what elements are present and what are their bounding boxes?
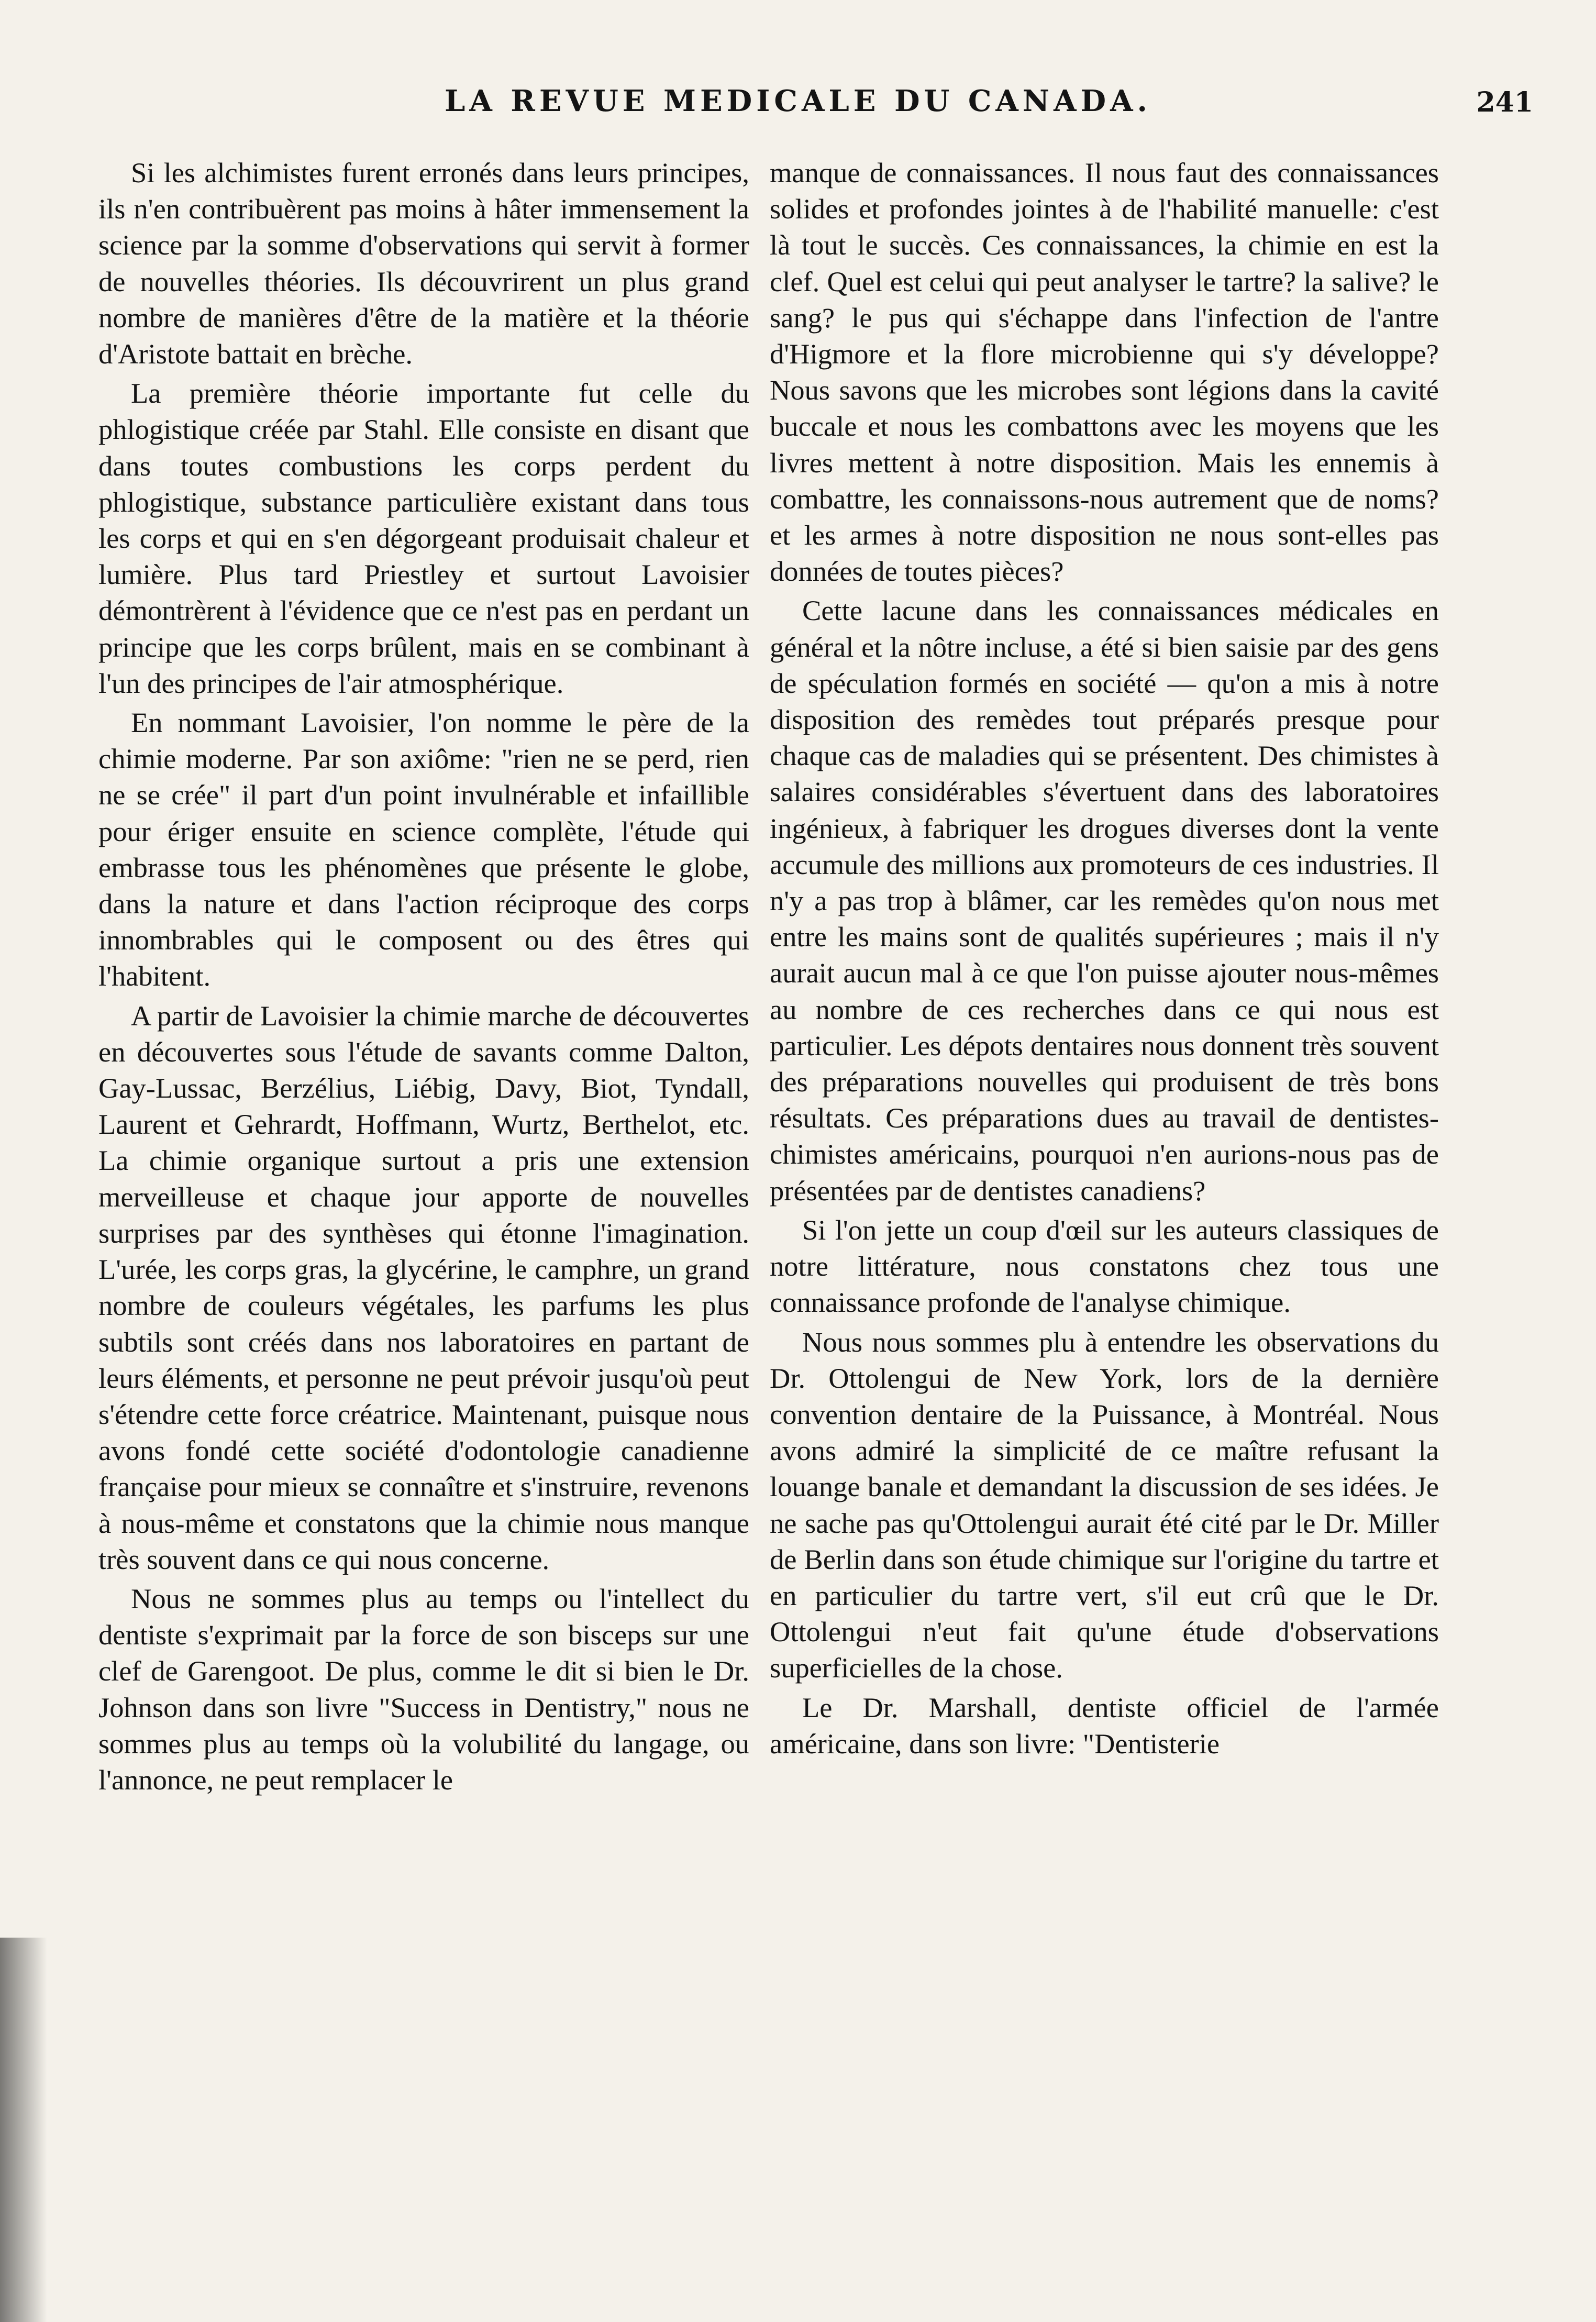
paragraph: Si les alchimistes furent erronés dans leurs principes, ils n'en contribuèrent pas moins à hâter immensement la science par la somme d'observations qui servit à former de nouvelles théories. Ils découvrirent un plus grand nombre de manières d'être de la matière et la théorie d'Aristote battait en brèche.	[98, 157, 749, 370]
left-column	[98, 154, 749, 1798]
running-header: LA REVUE MEDICALE DU CANADA.	[444, 84, 1152, 118]
paragraph: La première théorie importante fut celle du phlogistique créée par Stahl. Elle consiste en disant que dans toutes combustions les corps perdent du phlogistique, substance particulière existant dans tous les corps et qui en s'en dégorgeant produisait chaleur et lumière. Plus tard Priestley et surtout Lavoisier démontrèrent à l'évidence que ce n'est pas en perdant un principe que les corps brûlent, mais en se combinant à l'un des principes de l'air atmosphérique.	[98, 377, 749, 699]
paragraph: Si l'on jette un coup d'œil sur les auteurs classiques de notre littérature, nous constatons chez tous une connaissance profonde de l'analyse chimique.	[770, 1213, 1439, 1319]
paragraph-continued: manque de connaissances. Il nous faut des connaissances solides et profondes jointes à de l'habilité manuelle: c'est là tout le succès. Ces connaissances, la chimie en est la clef. Quel est celui qui peut analyser le tartre? la salive? le sang? le pus qui s'échappe dans l'infection de l'antre d'Higmore et la flore microbienne qui s'y développe? Nous savons que les microbes sont légions dans la cavité buccale et nous les combattons avec les moyens que les livres mettent à notre disposition. Mais les ennemis à combattre, les connaissons-nous autrement que de noms? et les armes à notre disposition ne nous sont-elles pas données de toutes pièces?	[770, 157, 1439, 588]
paragraph: Nous ne sommes plus au temps ou l'intellect du dentiste s'exprimait par la force de son bisceps sur une clef de Garengoot. De plus, comme le dit si bien le Dr. Johnson dans son livre "Success in Dentistry," nous ne sommes plus au temps où la volubilité du langage, ou l'annonce, ne peut remplacer le	[98, 1582, 749, 1796]
paragraph: En nommant Lavoisier, l'on nomme le père de la chimie moderne. Par son axiôme: "rien ne se perd, rien ne se crée" il part d'un point invulnérable et infaillible pour ériger ensuite en science complète, l'étude qui embrasse tous les phénomènes que présente le globe, dans la nature et dans l'action réciproque des corps innombrables qui le composent ou des êtres qui l'habitent.	[98, 706, 749, 992]
paragraph: A partir de Lavoisier la chimie marche de découvertes en découvertes sous l'étude de savants comme Dalton, Gay-Lussac, Berzélius, Liébig, Davy, Biot, Tyndall, Laurent et Gehrardt, Hoffmann, Wurtz, Berthelot, etc. La chimie organique surtout a pris une extension merveilleuse et chaque jour apporte de nouvelles surprises par des synthèses qui étonne l'imagination. L'urée, les corps gras, la glycérine, le camphre, un grand nombre de couleurs végétales, les parfums les plus subtils sont créés dans nos laboratoires en partant de leurs éléments, et personne ne peut prévoir jusqu'où peut s'étendre cette force créatrice. Maintenant, puisque nous avons fondé cette société d'odontologie canadienne française pour mieux se connaître et s'instruire, revenons à nous-même et constatons que la chimie nous manque très souvent dans ce qui nous concerne.	[98, 999, 749, 1575]
page-number: 241	[1476, 86, 1533, 118]
right-column	[770, 154, 1439, 1762]
scan-edge-shadow	[0, 1938, 47, 2322]
paragraph: Nous nous sommes plu à entendre les observations du Dr. Ottolengui de New York, lors de la dernière convention dentaire de la Puissance, à Montréal. Nous avons admiré la simplicité de ce maître refusant la louange banale et demandant la discussion de ses idées. Je ne sache pas qu'Ottolengui aurait été cité par le Dr. Miller de Berlin dans son étude chimique sur l'origine du tartre et en particulier du tartre vert, s'il eut crû que le Dr. Ottolengui n'eut fait qu'une étude d'observations superficielles de la chose.	[770, 1325, 1439, 1684]
paragraph: Cette lacune dans les connaissances médicales en général et la nôtre incluse, a été si bien saisie par des gens de spéculation formés en société — qu'on a mis à notre disposition des remèdes tout préparés presque pour chaque cas de maladies qui se présentent. Des chimistes à salaires considérables s'évertuent dans des laboratoires ingénieux, à fabriquer les drogues diverses dont la vente accumule des millions aux promoteurs de ces industries. Il n'y a pas trop à blâmer, car les remèdes qu'on nous met entre les mains sont de qualités supérieures ; mais il n'y aurait aucun mal à ce que l'on puisse ajouter nous-mêmes au nombre de ces recherches dans ce qui nous est particulier. Les dépots dentaires nous donnent très souvent des préparations nouvelles qui produisent de très bons résultats. Ces préparations dues au travail de dentistes-chimistes américains, pourquoi n'en aurions-nous pas de présentées par de dentistes canadiens?	[770, 594, 1439, 1207]
paragraph: Le Dr. Marshall, dentiste officiel de l'armée américaine, dans son livre: "Dentisterie	[770, 1691, 1439, 1760]
